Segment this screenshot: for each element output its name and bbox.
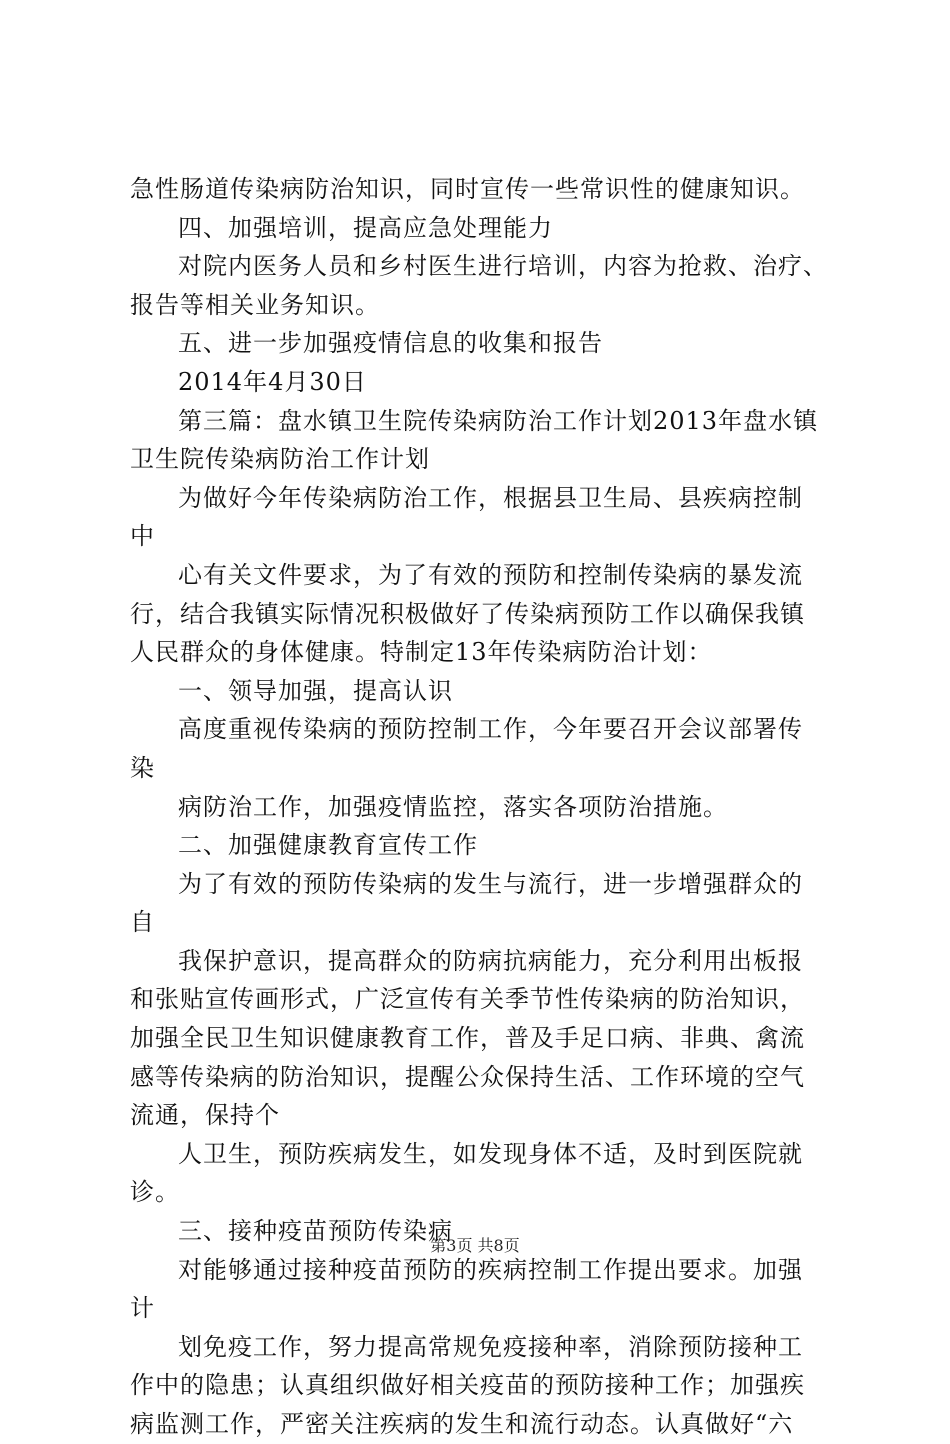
- text-line: 诊。: [130, 1178, 180, 1207]
- text-line: 染: [130, 753, 155, 782]
- text-line: 四、加强培训，提高应急处理能力: [178, 213, 553, 242]
- text-line: 三、接种疫苗预防传染病: [178, 1217, 453, 1246]
- text-line: 划免疫工作，努力提高常规免疫接种率，消除预防接种工: [178, 1332, 803, 1361]
- text-line: 为做好今年传染病防治工作，根据县卫生局、县疾病控制: [178, 483, 803, 512]
- text-line: 流通，保持个: [130, 1101, 280, 1130]
- text-line: 感等传染病的防治知识，提醒公众保持生活、工作环境的空气: [130, 1062, 805, 1091]
- text-line: 为了有效的预防传染病的发生与流行，进一步增强群众的: [178, 869, 803, 898]
- text-line: 自: [130, 908, 155, 937]
- text-line: 和张贴宣传画形式，广泛宣传有关季节性传染病的防治知识，: [130, 985, 805, 1014]
- text-line: 五、进一步加强疫情信息的收集和报告: [178, 329, 603, 358]
- text-line: 计: [130, 1294, 155, 1323]
- text-line: 高度重视传染病的预防控制工作，今年要召开会议部署传: [178, 715, 803, 744]
- text-line: 中: [130, 522, 155, 551]
- text-line: 病监测工作，严密关注疾病的发生和流行动态。认真做好“六: [130, 1410, 794, 1438]
- text-line: 病防治工作，加强疫情监控，落实各项防治措施。: [178, 792, 728, 821]
- text-line: 一、领导加强，提高认识: [178, 676, 453, 705]
- text-line: 第三篇：盘水镇卫生院传染病防治工作计划2013年盘水镇: [178, 406, 819, 435]
- text-line: 作中的隐患；认真组织做好相关疫苗的预防接种工作；加强疾: [130, 1371, 805, 1400]
- text-line: 对院内医务人员和乡村医生进行培训，内容为抢救、治疗、: [178, 252, 828, 281]
- text-line: 对能够通过接种疫苗预防的疾病控制工作提出要求。加强: [178, 1255, 803, 1284]
- text-line: 急性肠道传染病防治知识，同时宣传一些常识性的健康知识。: [130, 175, 805, 203]
- text-line: 卫生院传染病防治工作计划: [130, 445, 430, 474]
- text-line: 二、加强健康教育宣传工作: [178, 831, 478, 860]
- page-footer: 第3页 共8页: [430, 1236, 520, 1255]
- text-line: 我保护意识，提高群众的防病抗病能力，充分利用出板报: [178, 946, 803, 975]
- text-line: 心有关文件要求，为了有效的预防和控制传染病的暴发流: [178, 560, 803, 589]
- text-line: 2014年4月30日: [178, 367, 367, 396]
- text-line: 加强全民卫生知识健康教育工作，普及手足口病、非典、禽流: [130, 1024, 805, 1053]
- text-line: 人卫生，预防疾病发生，如发现身体不适，及时到医院就: [178, 1139, 803, 1168]
- text-line: 报告等相关业务知识。: [130, 290, 380, 319]
- text-line: 行，结合我镇实际情况积极做好了传染病预防工作以确保我镇: [130, 599, 805, 628]
- text-line: 人民群众的身体健康。特制定13年传染病防治计划：: [130, 638, 713, 667]
